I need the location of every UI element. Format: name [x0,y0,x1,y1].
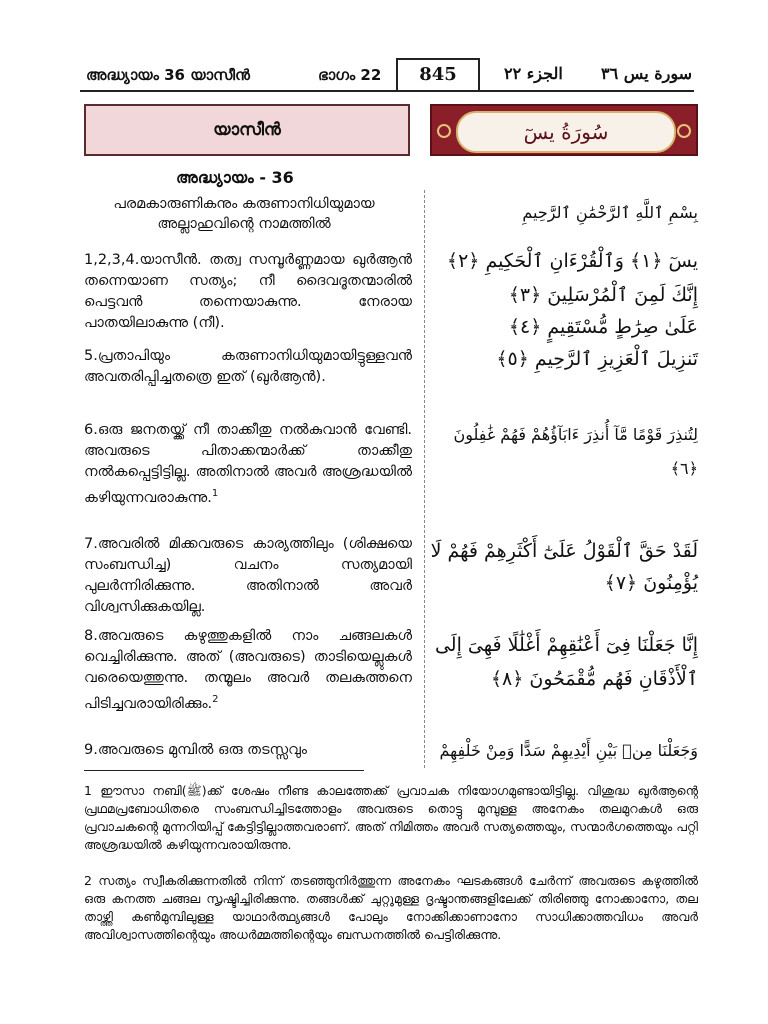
intro-line: അല്ലാഹുവിന്റെ നാമത്തിൽ [157,216,331,232]
footnote-ref: 1 [211,488,219,499]
page-header [80,62,694,90]
arabic-verse: إِنَّكَ لَمِنَ ٱلْمُرْسَلِينَ ﴿٣﴾ [508,284,698,306]
surah-name-box: യാസീൻ [84,104,410,156]
verse-translation: 8.അവരുടെ കഴുത്തുകളിൽ നാം ചങ്ങലകൾ വെച്ചിരിക്കുന്നു. അത് (അവരുടെ) താടിയെല്ലുകൾ വരെയെത്തുന്നു. തന്മൂലം അവർ തലകുത്തനെ പിടിച്ചവരായിരിക്കും.$^2$ [84,628,412,712]
basmala-translation [84,194,404,234]
arabic-verse: يُؤْمِنُونَ ﴿٧﴾ [604,572,698,594]
page-number: 845 [396,58,480,92]
basmala-arabic: بِسْمِ ٱللَّهِ ٱلرَّحْمَٰنِ ٱلرَّحِيمِ [522,203,698,222]
column-divider [424,190,425,768]
footnote-rule [84,770,364,771]
arabic-verse: يسٓ ﴿١﴾ وَٱلْقُرْءَانِ ٱلْحَكِيمِ ﴿٢﴾ [446,250,698,272]
intro-line: പരമകാരുണികനും കരുണാനിധിയുമായ [113,196,375,212]
verse-translation: 1,2,3,4.യാസീൻ. തത്വ സമ്പൂർണ്ണമായ ഖുർആൻ തന്നെയാണ സത്യം; നീ ദൈവദൂതന്മാരിൽ പെട്ടവൻ തന്നെയാകുന്നു. നേരായ പാതയിലാകുന്നു (നീ). [84,252,412,331]
ornament-rosette-icon [677,124,691,138]
header-juz-arabic: الجزء ٢٢ [504,64,563,83]
arabic-verse: إِنَّا جَعَلْنَا فِىٓ أَعْنَٰقِهِمْ أَغْلَٰلًا فَهِىَ إِلَى [434,634,698,656]
verse-translation: 6.ഒരു ജനതയ്ക്ക് നീ താക്കീതു നൽകുവാൻ വേണ്ടി. അവരുടെ പിതാക്കന്മാർക്ക് താക്കീതു നൽകപ്പെട്ടിട്ടില്ല. അതിനാൽ അവർ അശ്രദ്ധയിൽ കഴിയുന്നവരാകുന്നു.$^1$ [84,422,412,506]
chapter-title: അദ്ധ്യായം - 36 [176,168,294,187]
arabic-verse: وَجَعَلْنَا مِنۢ بَيْنِ أَيْدِيهِمْ سَدًّا وَمِنْ خَلْفِهِمْ [439,741,698,760]
header-chapter: അദ്ധ്യായം 36 യാസീൻ [86,66,250,84]
header-rule [80,90,694,92]
verse-translation: 9.അവരുടെ മുമ്പിൽ ഒരു തടസ്സവും [84,742,307,758]
arabic-verse: عَلَىٰ صِرَٰطٍ مُّسْتَقِيمٍ ﴿٤﴾ [508,316,698,338]
arabic-verse: ٱلْأَذْقَانِ فَهُم مُّقْمَحُونَ ﴿٨﴾ [490,668,698,690]
arabic-verse: تَنزِيلَ ٱلْعَزِيزِ ٱلرَّحِيمِ ﴿٥﴾ [496,348,698,370]
verse-translation: 7.അവരിൽ മിക്കവരുടെ കാര്യത്തിലും (ശിക്ഷയെ സംബന്ധിച്ച) വചനം സത്യമായി പുലർന്നിരിക്കുന്നു. അതിനാൽ അവർ വിശ്വസിക്കുകയില്ല. [84,536,412,615]
surah-ornament [430,104,698,156]
ornament-calligraphy: سُورَةُ يسٓ [456,111,676,153]
ornament-rosette-icon [437,124,451,138]
verse-translation: 5.പ്രതാപിയും കരുണാനിധിയുമായിട്ടുള്ളവൻ അവതരിപ്പിച്ചതത്രെ ഇത് (ഖുർആൻ). [84,348,412,385]
footnote: 1 ഈസാ നബി(ﷺ)ക്ക് ശേഷം നീണ്ട കാലത്തേക്ക് പ്രവാചക നിയോഗമുണ്ടായിട്ടില്ല. വിശുദ്ധ ഖുർആന്റെ പ്രഥമപ്രബോധിതരെ സംബന്ധിച്ചിടത്തോളം അവരുടെ തൊട്ടു മുമ്പുള്ള അനേകം തലമുറകൾ ഒരു പ്രവാചകന്റെ മുന്നറിയിപ്പ് കേട്ടിട്ടില്ലാത്തവരാണ്. അത് നിമിത്തം അവർ സത്യത്തെയും, സന്മാർഗത്തെയും പറ്റി അശ്രദ്ധയിൽ കഴിയുന്നവരായിരുന്നു. [84,783,698,852]
footnote-ref: 2 [212,694,219,705]
header-surah-arabic: سورة يس ٣٦ [601,64,692,83]
arabic-verse: لَقَدْ حَقَّ ٱلْقَوْلُ عَلَىٰٓ أَكْثَرِهِمْ فَهُمْ لَا [430,540,698,562]
arabic-verse: لِتُنذِرَ قَوْمًا مَّآ أُنذِرَ ءَابَآؤُهُمْ فَهُمْ غَٰفِلُونَ ﴿٦﴾ [453,425,698,478]
footnote: 2 സത്യം സ്വീകരിക്കുന്നതിൽ നിന്ന് തടഞ്ഞുനിർത്തുന്ന അനേകം ഘടകങ്ങൾ ചേർന്ന് അവരുടെ കഴുത്തിൽ ഒരു കനത്ത ചങ്ങല സൃഷ്ടിച്ചിരിക്കുന്നു. തങ്ങൾക്ക് ചുറ്റുമുള്ള ദൃഷ്ടാന്തങ്ങളിലേക്ക് തിരിഞ്ഞു നോക്കാനോ, തല താഴ്ത്തി കൺമുമ്പിലുള്ള യാഥാർത്ഥ്യങ്ങൾ പോലും നോക്കിക്കാണാനോ സാധിക്കാത്തവിധം അവർ അവിശ്വാസത്തിന്റെയും അധർമ്മത്തിന്റെയും ബന്ധനത്തിൽ പെട്ടിരിക്കുന്നു. [84,873,698,942]
header-part: ഭാഗം 22 [318,66,382,84]
